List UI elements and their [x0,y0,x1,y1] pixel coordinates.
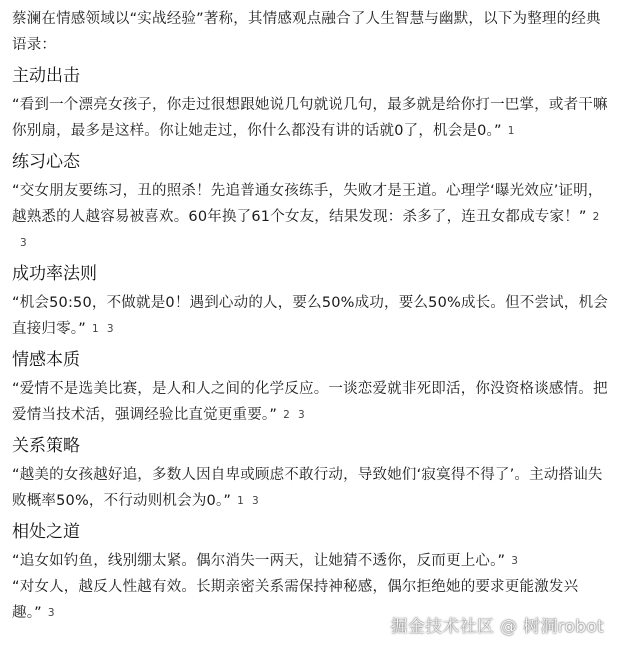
quote-paragraph [12,178,608,256]
section-heading: 情感本质 [12,350,80,370]
section-heading: 主动出击 [12,66,80,86]
quote-paragraph [12,462,608,514]
quote-paragraph [12,92,608,144]
quote-text: “追女如钓鱼，线别绷太紧。偶尔消失一两天，让她猜不透你，反而更上心。” [12,553,506,569]
quote-paragraph [12,376,608,428]
section-heading: 成功率法则 [12,264,97,284]
citation-link[interactable]: 3 [47,607,55,619]
quote-text: “爱情不是选美比赛，是人和人之间的化学反应。一谈恋爱就非死即活，你没资格谈感情。把爱情当技术活，强调经验比直觉更重要。” [12,381,608,423]
quote-paragraph [12,548,608,574]
citation-link[interactable]: 2 [283,409,290,421]
quote-paragraph [12,290,608,342]
citation-link[interactable]: 1 [91,323,99,335]
section-heading: 相处之道 [12,522,80,542]
citation-link[interactable]: 3 [252,495,259,507]
citation-link[interactable]: 3 [20,237,27,249]
section-heading: 关系策略 [12,436,80,456]
watermark: 掘金技术社区 @ 树洞robot [390,617,604,637]
citation-link[interactable]: 1 [237,495,245,507]
quote-text: “看到一个漂亮女孩子，你走过很想跟她说几句就说几句，最多就是给你打一巴掌，或者干嘛你别扇，最多是这样。你让她走过，你什么都没有讲的话就0了，机会是0。” [12,97,608,139]
quote-text: “交女朋友要练习，丑的照杀！先追普通女孩练手，失败才是王道。心理学‘曝光效应’证明，越熟悉的人越容易被喜欢。60年换了61个女友，结果发现：杀多了，连丑女都成专家！” [12,183,603,225]
intro-paragraph: 蔡澜在情感领域以“实战经验”著称，其情感观点融合了人生智慧与幽默，以下为整理的经典语录： [12,11,601,53]
citation-link[interactable]: 2 [592,211,600,223]
citation-link[interactable]: 1 [507,125,515,137]
quote-paragraph [12,574,608,626]
citation-link[interactable]: 3 [106,323,114,335]
sections-container [12,64,608,626]
quote-text: “对女人，越反人性越有效。长期亲密关系需保持神秘感，偶尔拒绝她的要求更能激发兴趣。” [12,579,579,621]
citation-link[interactable]: 3 [511,555,519,567]
quote-text: “越美的女孩越好追，多数人因自卑或顾虑不敢行动，导致她们‘寂寞得不得了’。主动搭讪失败概率50%，不行动则机会为0。” [12,467,603,509]
quote-text: “机会50:50，不做就是0！遇到心动的人，要么50%成功，要么50%成长。但不尝试，机会直接归零。” [12,295,608,337]
citation-link[interactable]: 3 [297,409,305,421]
section-heading: 练习心态 [12,152,80,172]
